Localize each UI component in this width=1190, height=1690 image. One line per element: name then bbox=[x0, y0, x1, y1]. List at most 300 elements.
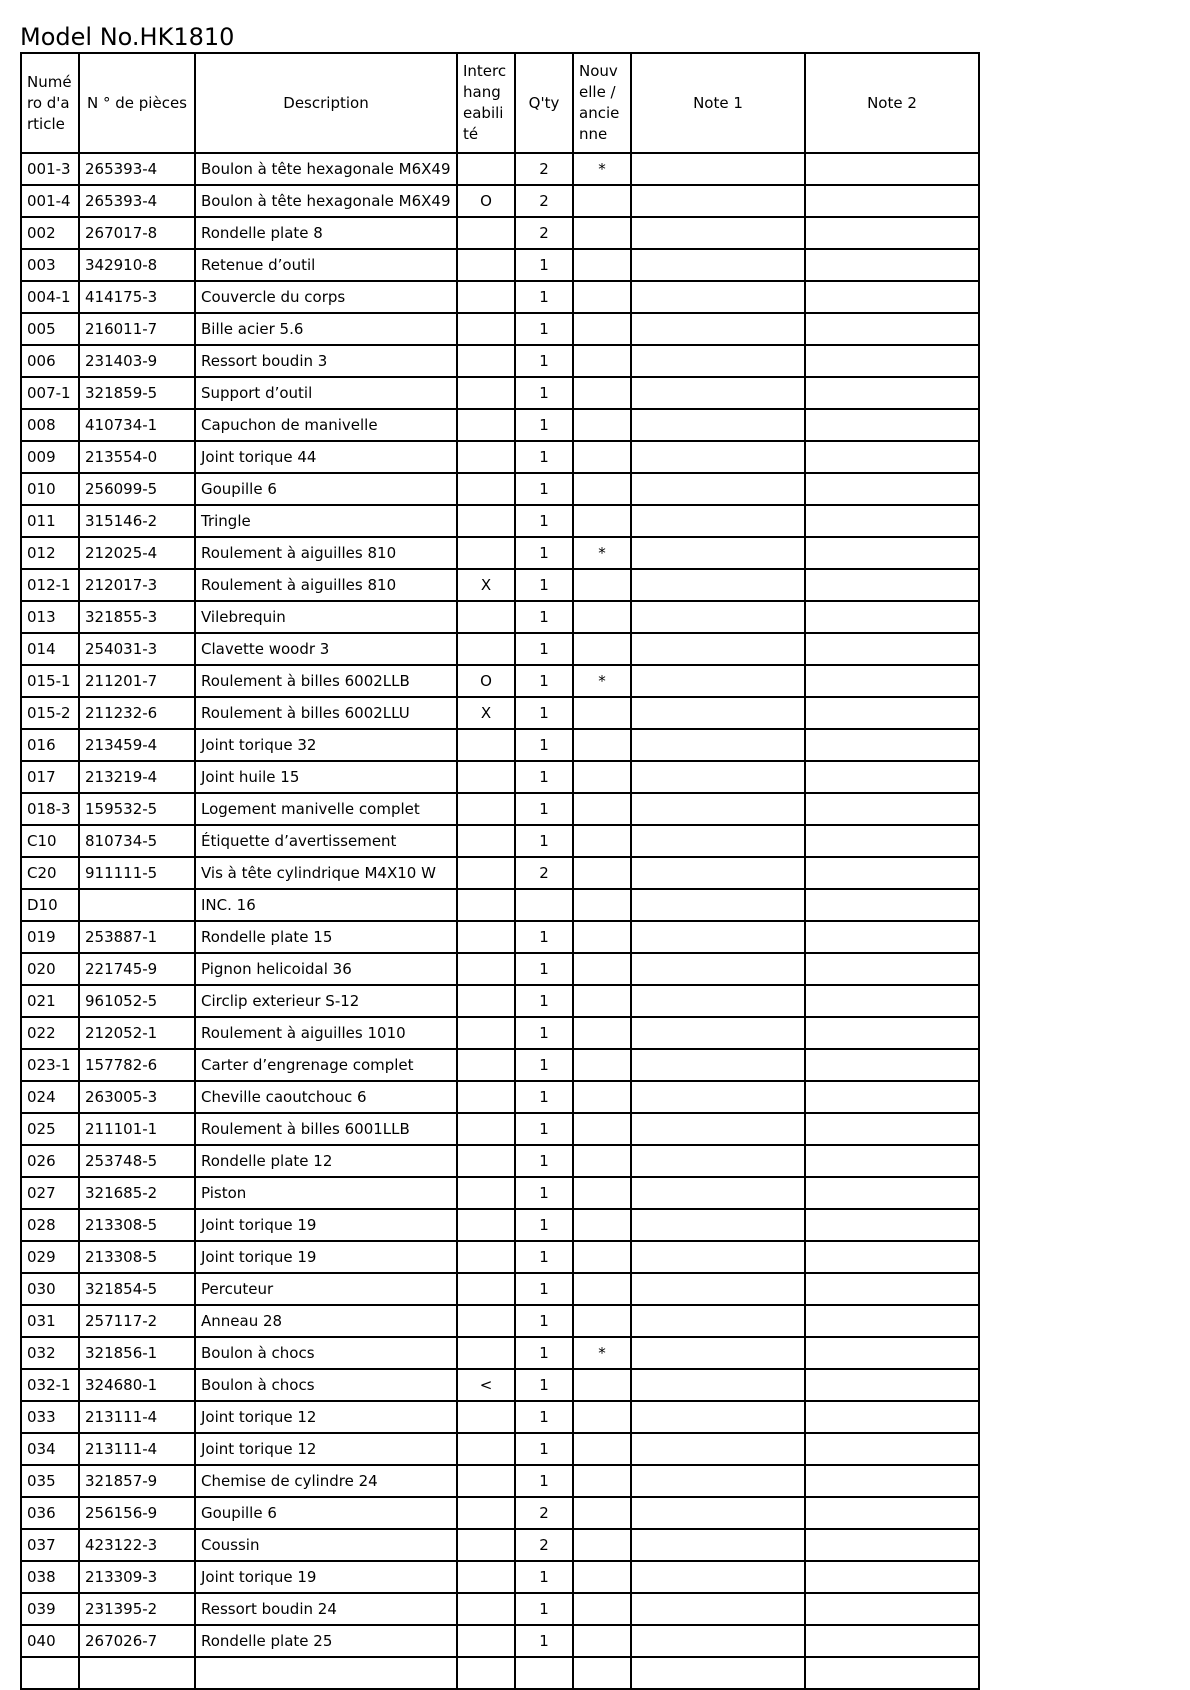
cell-new-old bbox=[573, 953, 631, 985]
cell-quantity: 1 bbox=[515, 761, 573, 793]
cell-item-number: 017 bbox=[21, 761, 79, 793]
cell-note-2 bbox=[805, 153, 979, 185]
cell-item-number: 036 bbox=[21, 1497, 79, 1529]
cell-description: Vis à tête cylindrique M4X10 W bbox=[195, 857, 457, 889]
cell-quantity: 1 bbox=[515, 1337, 573, 1369]
cell-note-2 bbox=[805, 1465, 979, 1497]
cell-description: Retenue d’outil bbox=[195, 249, 457, 281]
cell-note-2 bbox=[805, 729, 979, 761]
cell-part-number: 423122-3 bbox=[79, 1529, 195, 1561]
table-row bbox=[21, 1401, 979, 1433]
cell-note-1 bbox=[631, 409, 805, 441]
cell-note-1 bbox=[631, 697, 805, 729]
cell-part-number: 213309-3 bbox=[79, 1561, 195, 1593]
cell-new-old bbox=[573, 1145, 631, 1177]
cell-note-2 bbox=[805, 1593, 979, 1625]
cell-new-old bbox=[573, 985, 631, 1017]
cell-note-2 bbox=[805, 1113, 979, 1145]
cell-description: Capuchon de manivelle bbox=[195, 409, 457, 441]
cell-new-old bbox=[573, 185, 631, 217]
table-row bbox=[21, 537, 979, 569]
table-row bbox=[21, 409, 979, 441]
column-header-part-number: N ° de pièces bbox=[79, 53, 195, 153]
cell-part-number: 265393-4 bbox=[79, 185, 195, 217]
cell-description: Roulement à aiguilles 810 bbox=[195, 537, 457, 569]
table-row bbox=[21, 345, 979, 377]
cell-part-number: 315146-2 bbox=[79, 505, 195, 537]
cell-item-number: 012 bbox=[21, 537, 79, 569]
cell-quantity: 2 bbox=[515, 153, 573, 185]
cell-description: Boulon à chocs bbox=[195, 1337, 457, 1369]
cell-interchangeability bbox=[457, 249, 515, 281]
cell-note-2 bbox=[805, 569, 979, 601]
table-row bbox=[21, 1113, 979, 1145]
cell-new-old bbox=[573, 1017, 631, 1049]
cell-quantity: 1 bbox=[515, 1433, 573, 1465]
cell-new-old bbox=[573, 1593, 631, 1625]
cell-interchangeability bbox=[457, 857, 515, 889]
cell-note-2 bbox=[805, 825, 979, 857]
table-row bbox=[21, 761, 979, 793]
cell-interchangeability bbox=[457, 921, 515, 953]
cell-note-1 bbox=[631, 345, 805, 377]
cell-note-2 bbox=[805, 1177, 979, 1209]
cell-new-old bbox=[573, 377, 631, 409]
cell-item-number: 003 bbox=[21, 249, 79, 281]
cell-interchangeability bbox=[457, 1625, 515, 1657]
cell-description: Logement manivelle complet bbox=[195, 793, 457, 825]
cell-new-old bbox=[573, 1209, 631, 1241]
cell-description: Clavette woodr 3 bbox=[195, 633, 457, 665]
cell-part-number: 342910-8 bbox=[79, 249, 195, 281]
cell-note-1 bbox=[631, 1145, 805, 1177]
cell-description: Rondelle plate 8 bbox=[195, 217, 457, 249]
cell-quantity: 1 bbox=[515, 1465, 573, 1497]
cell-item-number: 032-1 bbox=[21, 1369, 79, 1401]
cell-description: Coussin bbox=[195, 1529, 457, 1561]
cell-interchangeability bbox=[457, 1145, 515, 1177]
cell-quantity: 1 bbox=[515, 793, 573, 825]
cell-new-old bbox=[573, 1305, 631, 1337]
cell-note-1 bbox=[631, 537, 805, 569]
cell-description: INC. 16 bbox=[195, 889, 457, 921]
table-row bbox=[21, 1625, 979, 1657]
cell-note-1 bbox=[631, 1017, 805, 1049]
cell-new-old bbox=[573, 505, 631, 537]
cell-new-old bbox=[573, 1241, 631, 1273]
cell-quantity: 1 bbox=[515, 345, 573, 377]
cell-part-number: 213111-4 bbox=[79, 1401, 195, 1433]
cell-item-number: 005 bbox=[21, 313, 79, 345]
cell-description: Circlip exterieur S-12 bbox=[195, 985, 457, 1017]
cell-new-old bbox=[573, 1401, 631, 1433]
table-row bbox=[21, 729, 979, 761]
cell-item-number: 015-2 bbox=[21, 697, 79, 729]
cell-note-2 bbox=[805, 505, 979, 537]
cell-new-old bbox=[573, 889, 631, 921]
cell-new-old bbox=[573, 345, 631, 377]
column-header-item-number: Numéro d'article bbox=[21, 53, 79, 153]
cell-quantity: 1 bbox=[515, 1081, 573, 1113]
cell-part-number: 321855-3 bbox=[79, 601, 195, 633]
cell-note-1 bbox=[631, 889, 805, 921]
cell-note-1 bbox=[631, 1529, 805, 1561]
table-row bbox=[21, 1433, 979, 1465]
cell-part-number: 911111-5 bbox=[79, 857, 195, 889]
cell-part-number: 253748-5 bbox=[79, 1145, 195, 1177]
cell-description: Joint torique 19 bbox=[195, 1241, 457, 1273]
cell-item-number: 034 bbox=[21, 1433, 79, 1465]
cell-note-1 bbox=[631, 1465, 805, 1497]
cell-note-2 bbox=[805, 1529, 979, 1561]
cell-part-number: 257117-2 bbox=[79, 1305, 195, 1337]
cell-note-2 bbox=[805, 281, 979, 313]
cell-interchangeability bbox=[457, 281, 515, 313]
cell-quantity: 1 bbox=[515, 1401, 573, 1433]
cell-new-old bbox=[573, 921, 631, 953]
table-row bbox=[21, 281, 979, 313]
cell-new-old bbox=[573, 697, 631, 729]
cell-description: Joint torique 44 bbox=[195, 441, 457, 473]
cell-new-old bbox=[573, 1273, 631, 1305]
cell-item-number: 019 bbox=[21, 921, 79, 953]
cell-note-1 bbox=[631, 1209, 805, 1241]
cell-description: Tringle bbox=[195, 505, 457, 537]
table-row bbox=[21, 1305, 979, 1337]
cell-quantity: 1 bbox=[515, 1017, 573, 1049]
cell-part-number: 216011-7 bbox=[79, 313, 195, 345]
cell-item-number: 031 bbox=[21, 1305, 79, 1337]
cell-note-1 bbox=[631, 1369, 805, 1401]
cell-new-old bbox=[573, 633, 631, 665]
table-row bbox=[21, 505, 979, 537]
cell-interchangeability bbox=[457, 473, 515, 505]
cell-interchangeability bbox=[457, 409, 515, 441]
cell-quantity: 1 bbox=[515, 921, 573, 953]
cell-quantity: 1 bbox=[515, 953, 573, 985]
cell-note-2 bbox=[805, 1049, 979, 1081]
cell-description: Roulement à billes 6002LLB bbox=[195, 665, 457, 697]
table-row bbox=[21, 1241, 979, 1273]
cell-part-number: 231395-2 bbox=[79, 1593, 195, 1625]
cell-new-old bbox=[573, 1465, 631, 1497]
cell-item-number: 012-1 bbox=[21, 569, 79, 601]
cell-description: Chemise de cylindre 24 bbox=[195, 1465, 457, 1497]
cell-interchangeability bbox=[457, 1081, 515, 1113]
cell-interchangeability bbox=[457, 633, 515, 665]
cell-description: Goupille 6 bbox=[195, 473, 457, 505]
table-row bbox=[21, 889, 979, 921]
cell-note-2 bbox=[805, 889, 979, 921]
cell-interchangeability: X bbox=[457, 697, 515, 729]
cell-item-number: 001-4 bbox=[21, 185, 79, 217]
table-row bbox=[21, 1273, 979, 1305]
cell-note-1 bbox=[631, 1625, 805, 1657]
table-row bbox=[21, 921, 979, 953]
cell-part-number: 267026-7 bbox=[79, 1625, 195, 1657]
cell-interchangeability bbox=[457, 985, 515, 1017]
cell-note-1 bbox=[631, 377, 805, 409]
table-row bbox=[21, 249, 979, 281]
cell-new-old bbox=[573, 761, 631, 793]
cell-note-2 bbox=[805, 217, 979, 249]
cell-empty bbox=[195, 1657, 457, 1689]
table-row bbox=[21, 377, 979, 409]
cell-item-number: 024 bbox=[21, 1081, 79, 1113]
cell-part-number: 213459-4 bbox=[79, 729, 195, 761]
column-header-note-2: Note 2 bbox=[805, 53, 979, 153]
column-header-description: Description bbox=[195, 53, 457, 153]
cell-part-number: 321856-1 bbox=[79, 1337, 195, 1369]
cell-empty bbox=[457, 1657, 515, 1689]
cell-note-1 bbox=[631, 761, 805, 793]
cell-interchangeability: X bbox=[457, 569, 515, 601]
cell-note-2 bbox=[805, 793, 979, 825]
cell-item-number: 004-1 bbox=[21, 281, 79, 313]
cell-note-1 bbox=[631, 633, 805, 665]
cell-interchangeability bbox=[457, 1113, 515, 1145]
cell-item-number: 014 bbox=[21, 633, 79, 665]
table-row bbox=[21, 1049, 979, 1081]
cell-new-old bbox=[573, 249, 631, 281]
cell-item-number: 028 bbox=[21, 1209, 79, 1241]
cell-item-number: 020 bbox=[21, 953, 79, 985]
cell-note-2 bbox=[805, 1625, 979, 1657]
cell-note-2 bbox=[805, 441, 979, 473]
cell-part-number: 256099-5 bbox=[79, 473, 195, 505]
cell-new-old bbox=[573, 1177, 631, 1209]
column-header-interchangeability: Interchangeabilité bbox=[457, 53, 515, 153]
cell-description: Étiquette d’avertissement bbox=[195, 825, 457, 857]
cell-note-2 bbox=[805, 537, 979, 569]
cell-interchangeability bbox=[457, 1561, 515, 1593]
cell-quantity: 2 bbox=[515, 857, 573, 889]
table-row bbox=[21, 153, 979, 185]
cell-item-number: C10 bbox=[21, 825, 79, 857]
cell-part-number: 256156-9 bbox=[79, 1497, 195, 1529]
cell-note-2 bbox=[805, 1241, 979, 1273]
cell-quantity: 1 bbox=[515, 313, 573, 345]
table-row bbox=[21, 1017, 979, 1049]
cell-interchangeability bbox=[457, 313, 515, 345]
cell-new-old bbox=[573, 473, 631, 505]
cell-description: Roulement à aiguilles 810 bbox=[195, 569, 457, 601]
cell-part-number: 213219-4 bbox=[79, 761, 195, 793]
cell-part-number: 211232-6 bbox=[79, 697, 195, 729]
table-row bbox=[21, 1561, 979, 1593]
cell-quantity: 1 bbox=[515, 249, 573, 281]
cell-description: Roulement à billes 6002LLU bbox=[195, 697, 457, 729]
cell-part-number: 213308-5 bbox=[79, 1241, 195, 1273]
cell-description: Roulement à billes 6001LLB bbox=[195, 1113, 457, 1145]
cell-item-number: 032 bbox=[21, 1337, 79, 1369]
table-row bbox=[21, 985, 979, 1017]
cell-quantity: 1 bbox=[515, 377, 573, 409]
cell-interchangeability bbox=[457, 825, 515, 857]
parts-table bbox=[20, 52, 980, 1690]
cell-note-2 bbox=[805, 953, 979, 985]
cell-part-number: 211201-7 bbox=[79, 665, 195, 697]
cell-note-2 bbox=[805, 857, 979, 889]
table-row bbox=[21, 1177, 979, 1209]
cell-note-2 bbox=[805, 697, 979, 729]
table-row bbox=[21, 473, 979, 505]
table-row bbox=[21, 569, 979, 601]
cell-note-1 bbox=[631, 1113, 805, 1145]
table-row bbox=[21, 1145, 979, 1177]
cell-note-1 bbox=[631, 825, 805, 857]
table-row bbox=[21, 953, 979, 985]
cell-empty bbox=[21, 1657, 79, 1689]
cell-quantity: 1 bbox=[515, 1049, 573, 1081]
cell-description: Joint huile 15 bbox=[195, 761, 457, 793]
cell-new-old bbox=[573, 793, 631, 825]
cell-interchangeability bbox=[457, 377, 515, 409]
cell-interchangeability bbox=[457, 953, 515, 985]
cell-new-old bbox=[573, 1625, 631, 1657]
cell-part-number bbox=[79, 889, 195, 921]
cell-new-old bbox=[573, 601, 631, 633]
cell-part-number: 221745-9 bbox=[79, 953, 195, 985]
cell-interchangeability bbox=[457, 793, 515, 825]
cell-description: Carter d’engrenage complet bbox=[195, 1049, 457, 1081]
cell-description: Percuteur bbox=[195, 1273, 457, 1305]
cell-item-number: 008 bbox=[21, 409, 79, 441]
cell-part-number: 961052-5 bbox=[79, 985, 195, 1017]
cell-description: Support d’outil bbox=[195, 377, 457, 409]
cell-interchangeability bbox=[457, 1433, 515, 1465]
cell-part-number: 414175-3 bbox=[79, 281, 195, 313]
cell-part-number: 254031-3 bbox=[79, 633, 195, 665]
cell-part-number: 157782-6 bbox=[79, 1049, 195, 1081]
cell-quantity: 1 bbox=[515, 1561, 573, 1593]
cell-new-old: * bbox=[573, 1337, 631, 1369]
cell-interchangeability bbox=[457, 505, 515, 537]
cell-part-number: 159532-5 bbox=[79, 793, 195, 825]
cell-note-1 bbox=[631, 921, 805, 953]
cell-item-number: C20 bbox=[21, 857, 79, 889]
cell-item-number: 007-1 bbox=[21, 377, 79, 409]
cell-quantity bbox=[515, 889, 573, 921]
cell-part-number: 321857-9 bbox=[79, 1465, 195, 1497]
cell-new-old bbox=[573, 729, 631, 761]
cell-note-1 bbox=[631, 953, 805, 985]
cell-item-number: 023-1 bbox=[21, 1049, 79, 1081]
table-row bbox=[21, 1465, 979, 1497]
cell-new-old: * bbox=[573, 153, 631, 185]
cell-new-old bbox=[573, 409, 631, 441]
cell-description: Vilebrequin bbox=[195, 601, 457, 633]
cell-item-number: D10 bbox=[21, 889, 79, 921]
cell-quantity: 1 bbox=[515, 1241, 573, 1273]
cell-description: Joint torique 19 bbox=[195, 1209, 457, 1241]
table-row bbox=[21, 1529, 979, 1561]
cell-quantity: 1 bbox=[515, 441, 573, 473]
column-header-note-1: Note 1 bbox=[631, 53, 805, 153]
cell-description: Piston bbox=[195, 1177, 457, 1209]
cell-item-number: 040 bbox=[21, 1625, 79, 1657]
cell-description: Pignon helicoidal 36 bbox=[195, 953, 457, 985]
cell-part-number: 212052-1 bbox=[79, 1017, 195, 1049]
cell-description: Joint torique 12 bbox=[195, 1401, 457, 1433]
cell-quantity: 1 bbox=[515, 697, 573, 729]
cell-note-1 bbox=[631, 1177, 805, 1209]
cell-quantity: 2 bbox=[515, 185, 573, 217]
cell-quantity: 1 bbox=[515, 633, 573, 665]
cell-new-old bbox=[573, 281, 631, 313]
cell-interchangeability bbox=[457, 889, 515, 921]
cell-empty bbox=[631, 1657, 805, 1689]
cell-description: Goupille 6 bbox=[195, 1497, 457, 1529]
cell-quantity: 1 bbox=[515, 537, 573, 569]
table-row bbox=[21, 1593, 979, 1625]
cell-item-number: 013 bbox=[21, 601, 79, 633]
cell-part-number: 213111-4 bbox=[79, 1433, 195, 1465]
cell-note-2 bbox=[805, 313, 979, 345]
cell-part-number: 324680-1 bbox=[79, 1369, 195, 1401]
cell-description: Boulon à chocs bbox=[195, 1369, 457, 1401]
cell-interchangeability bbox=[457, 761, 515, 793]
cell-new-old bbox=[573, 217, 631, 249]
cell-note-2 bbox=[805, 1337, 979, 1369]
cell-part-number: 231403-9 bbox=[79, 345, 195, 377]
cell-description: Ressort boudin 3 bbox=[195, 345, 457, 377]
cell-interchangeability bbox=[457, 1593, 515, 1625]
table-row bbox=[21, 697, 979, 729]
cell-note-1 bbox=[631, 1561, 805, 1593]
cell-interchangeability bbox=[457, 1401, 515, 1433]
cell-note-1 bbox=[631, 313, 805, 345]
cell-quantity: 1 bbox=[515, 985, 573, 1017]
cell-item-number: 035 bbox=[21, 1465, 79, 1497]
cell-item-number: 038 bbox=[21, 1561, 79, 1593]
cell-note-2 bbox=[805, 1401, 979, 1433]
cell-description: Boulon à tête hexagonale M6X49 bbox=[195, 185, 457, 217]
table-row bbox=[21, 857, 979, 889]
cell-part-number: 321685-2 bbox=[79, 1177, 195, 1209]
table-row bbox=[21, 665, 979, 697]
cell-quantity: 1 bbox=[515, 1177, 573, 1209]
cell-empty bbox=[79, 1657, 195, 1689]
cell-interchangeability: O bbox=[457, 665, 515, 697]
cell-note-2 bbox=[805, 1369, 979, 1401]
cell-item-number: 011 bbox=[21, 505, 79, 537]
cell-part-number: 321859-5 bbox=[79, 377, 195, 409]
cell-note-2 bbox=[805, 1561, 979, 1593]
cell-interchangeability: O bbox=[457, 185, 515, 217]
cell-note-1 bbox=[631, 1241, 805, 1273]
cell-item-number: 018-3 bbox=[21, 793, 79, 825]
cell-item-number: 033 bbox=[21, 1401, 79, 1433]
cell-new-old bbox=[573, 441, 631, 473]
cell-note-2 bbox=[805, 1433, 979, 1465]
cell-description: Joint torique 32 bbox=[195, 729, 457, 761]
cell-part-number: 410734-1 bbox=[79, 409, 195, 441]
cell-note-2 bbox=[805, 409, 979, 441]
cell-quantity: 1 bbox=[515, 1113, 573, 1145]
cell-interchangeability bbox=[457, 1177, 515, 1209]
cell-description: Rondelle plate 15 bbox=[195, 921, 457, 953]
cell-new-old bbox=[573, 1561, 631, 1593]
cell-note-2 bbox=[805, 921, 979, 953]
cell-interchangeability bbox=[457, 1497, 515, 1529]
cell-description: Roulement à aiguilles 1010 bbox=[195, 1017, 457, 1049]
cell-description: Joint torique 12 bbox=[195, 1433, 457, 1465]
cell-note-1 bbox=[631, 601, 805, 633]
cell-note-2 bbox=[805, 1145, 979, 1177]
cell-description: Cheville caoutchouc 6 bbox=[195, 1081, 457, 1113]
cell-item-number: 015-1 bbox=[21, 665, 79, 697]
